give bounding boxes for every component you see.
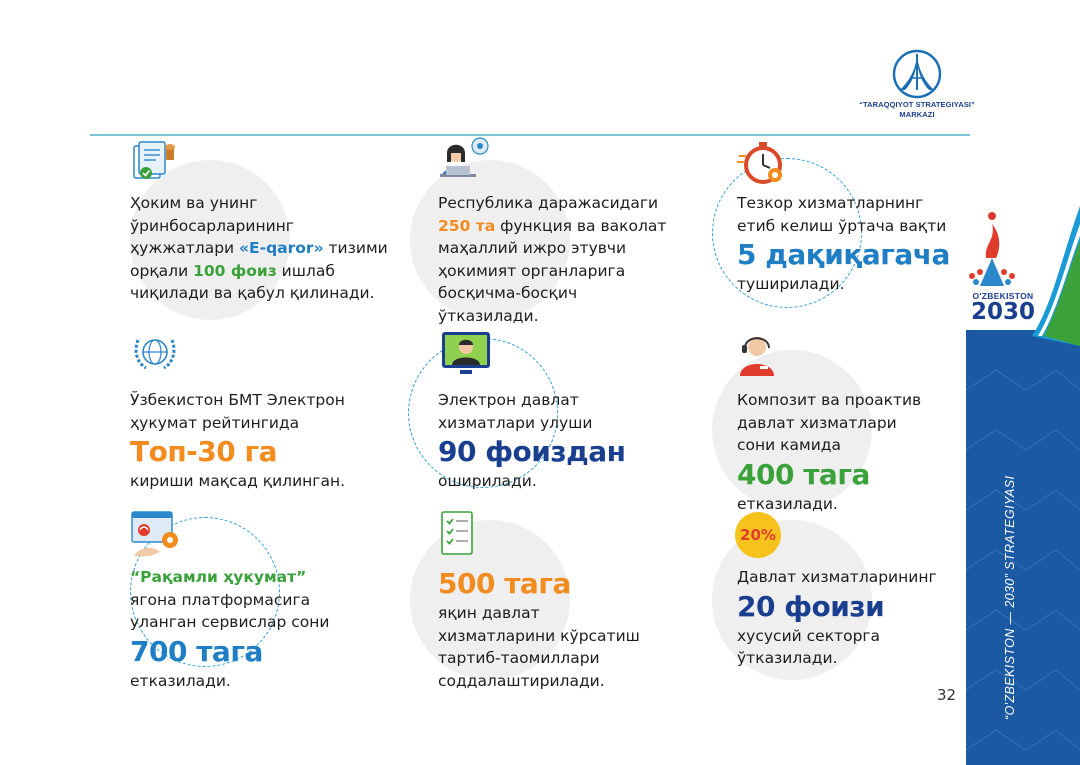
block-1-line-5: чиқилади ва қабул қилинади.	[130, 284, 375, 302]
block-2-line-6: ўтказилади.	[438, 306, 539, 325]
operator-laptop-icon	[436, 136, 494, 188]
block-1-text	[130, 192, 430, 305]
percent-badge-text: 20%	[740, 526, 776, 544]
block-7-line-3: уланган сервислар сони	[130, 613, 330, 631]
side-band	[966, 330, 1080, 765]
block-5-line-1: Электрон давлат	[438, 391, 579, 409]
700-highlight: 700 тага	[130, 634, 263, 668]
logo-mark-icon	[888, 48, 946, 100]
block-1-line-2: ўринбосарларининг	[130, 216, 294, 235]
block-3-line-1: Тезкор хизматларнинг	[737, 194, 924, 212]
percent-badge-icon	[735, 512, 781, 558]
emblem-year: 2030	[970, 299, 1035, 325]
block-3-line-3: туширилади.	[737, 275, 845, 293]
un-emblem-icon	[130, 332, 180, 376]
block-7-text	[130, 566, 410, 692]
emblem-word: O'ZBEKISTON	[972, 291, 1034, 301]
block-5-line-3: оширилади.	[438, 472, 537, 490]
500-highlight: 500 тага	[438, 567, 571, 600]
block-6-line-3: сони камида	[737, 436, 841, 454]
block-8-line-1: яқин давлат	[438, 604, 540, 622]
logo-line-2: MARKAZI	[899, 110, 935, 119]
document-check-icon	[130, 140, 180, 184]
block-6-text	[737, 389, 977, 515]
100-percent-highlight: 100 фоиз	[193, 261, 277, 280]
block-3-text	[737, 192, 977, 296]
block-4-line-1: Ўзбекистон БМТ Электрон	[130, 391, 345, 409]
block-8-line-4: соддалаштирилади.	[438, 671, 605, 690]
support-agent-icon	[734, 330, 780, 378]
block-8-line-2: хизматларини кўрсатиш	[438, 626, 640, 645]
block-3-line-2: етиб келиш ўртача вақти	[737, 216, 947, 235]
block-9-line-1: Давлат хизматларининг	[737, 568, 937, 586]
block-2-line-2b: функция ва ваколат	[495, 216, 667, 235]
sidebar-vertical-title: “O'ZBEKISTON — 2030” STRATEGIYASI	[1003, 475, 1017, 720]
block-9-line-3: ўтказилади.	[737, 649, 838, 667]
block-1-line-4a: орқали	[130, 261, 194, 280]
block-9-text	[737, 566, 977, 670]
block-1-line-3a: ҳужжатлари	[130, 239, 240, 257]
block-1-line-3c: тизими	[323, 239, 388, 257]
block-2-line-1: Республика даражасидаги	[438, 194, 659, 212]
header-divider	[90, 134, 970, 136]
center-logo	[852, 48, 982, 130]
block-2-line-5: босқичма-босқич	[438, 284, 578, 302]
page-number: 32	[937, 686, 957, 704]
20-percent-highlight: 20 фоизи	[737, 589, 885, 623]
block-2-line-3: маҳаллий ижро этувчи	[438, 239, 627, 257]
block-4-line-2: ҳукумат рейтингида	[130, 413, 300, 432]
block-4-text	[130, 389, 410, 493]
block-6-line-4: етказилади.	[737, 494, 838, 513]
block-6-line-2: давлат хизматлари	[737, 413, 897, 432]
logo-line-1: “TARAQQIYOT STRATEGIYASI”	[859, 100, 975, 109]
block-5-line-2: хизматлари улуши	[438, 413, 593, 432]
90-percent-highlight: 90 фоиздан	[438, 435, 626, 468]
block-8-line-3: тартиб-таомиллари	[438, 649, 600, 667]
250-highlight: 250 та	[438, 216, 496, 235]
block-2-text	[438, 192, 698, 327]
400-highlight: 400 тага	[737, 457, 870, 491]
block-6-line-1: Композит ва проактив	[737, 391, 922, 409]
top-30-highlight: Топ-30 га	[130, 435, 278, 468]
block-8-text	[438, 566, 698, 692]
block-5-text	[438, 389, 678, 493]
block-1-line-4c: ишлаб	[276, 261, 335, 280]
digital-government-highlight: “Рақамли ҳукумат”	[130, 568, 307, 586]
block-1-line-1: Ҳоким ва унинг	[130, 194, 258, 212]
digital-services-icon	[130, 510, 182, 558]
monitor-person-icon	[440, 330, 492, 378]
stopwatch-icon	[737, 140, 789, 186]
5-minutes-highlight: 5 дақиқагача	[737, 238, 950, 271]
block-9-line-2: хусусий секторга	[737, 626, 881, 645]
block-4-line-3: кириши мақсад қилинган.	[130, 472, 346, 490]
checklist-icon	[440, 510, 476, 558]
block-7-line-4: етказилади.	[130, 671, 231, 690]
block-7-line-2: ягона платформасига	[130, 590, 311, 609]
block-2-line-4: ҳокимият органларига	[438, 261, 626, 280]
e-qaror-highlight: «E-qaror»	[239, 239, 324, 257]
